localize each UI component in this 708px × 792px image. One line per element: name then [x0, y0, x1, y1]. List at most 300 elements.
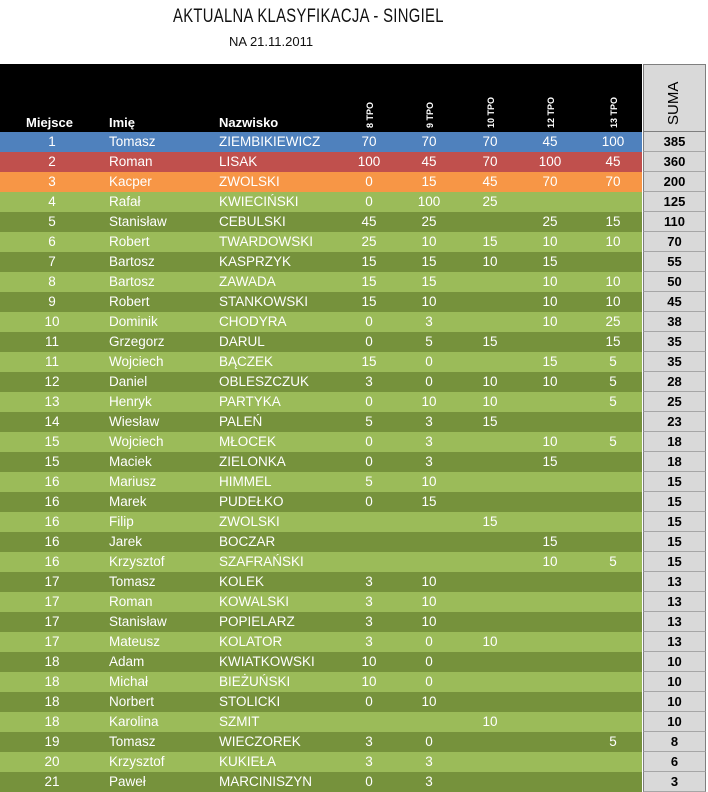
cell-last-name: KASPRZYK [219, 254, 292, 269]
header-place: Miejsce [26, 115, 73, 130]
cell-first-name: Dominik [109, 314, 158, 329]
cell-points-t4: 45 [542, 134, 558, 149]
header-tournament-12: 12 TPO [546, 96, 556, 128]
cell-points-t1: 15 [361, 354, 377, 369]
cell-place: 14 [44, 414, 60, 429]
cell-points-t5 [593, 692, 633, 712]
cell-place: 9 [48, 294, 56, 309]
cell-points-t5: 100 [601, 134, 625, 149]
cell-sum: 13 [643, 572, 706, 592]
cell-points-t5 [593, 412, 633, 432]
cell-points-t4: 15 [542, 354, 558, 369]
cell-points-t2: 0 [425, 354, 433, 369]
cell-points-t4: 10 [542, 554, 558, 569]
cell-points-t4 [530, 632, 570, 652]
cell-points-t5 [593, 252, 633, 272]
cell-first-name: Roman [109, 154, 153, 169]
cell-place: 18 [44, 714, 60, 729]
cell-points-t1 [349, 712, 389, 732]
cell-points-t5: 25 [605, 314, 621, 329]
cell-place: 18 [44, 694, 60, 709]
cell-points-t3: 15 [482, 234, 498, 249]
cell-points-t1: 25 [361, 234, 377, 249]
cell-points-t2: 10 [421, 234, 437, 249]
cell-first-name: Bartosz [109, 274, 155, 289]
cell-place: 8 [48, 274, 56, 289]
cell-points-t5 [593, 612, 633, 632]
cell-points-t1: 10 [361, 654, 377, 669]
cell-points-t5: 70 [605, 174, 621, 189]
cell-points-t1: 0 [365, 314, 373, 329]
cell-first-name: Filip [109, 514, 134, 529]
cell-place: 5 [48, 214, 56, 229]
cell-points-t5 [593, 772, 633, 792]
table-row [0, 132, 708, 152]
cell-points-t2: 3 [425, 754, 433, 769]
cell-points-t1: 0 [365, 394, 373, 409]
table-row [0, 472, 708, 492]
cell-points-t3 [470, 772, 510, 792]
cell-points-t4 [530, 692, 570, 712]
cell-points-t3: 10 [482, 254, 498, 269]
cell-last-name: TWARDOWSKI [219, 234, 313, 249]
cell-points-t3: 10 [482, 374, 498, 389]
cell-first-name: Adam [109, 654, 145, 669]
cell-points-t4 [530, 612, 570, 632]
cell-last-name: ZIELONKA [219, 454, 286, 469]
cell-last-name: KOWALSKI [219, 594, 290, 609]
table-row [0, 372, 708, 392]
cell-points-t2: 100 [417, 194, 441, 209]
table-row [0, 452, 708, 472]
cell-place: 15 [44, 434, 60, 449]
table-row [0, 152, 708, 172]
table-row [0, 392, 708, 412]
cell-points-t2: 70 [421, 134, 437, 149]
cell-points-t1: 45 [361, 214, 377, 229]
cell-place: 21 [44, 774, 60, 789]
cell-points-t5: 10 [605, 294, 621, 309]
cell-sum: 35 [643, 352, 706, 372]
cell-points-t2 [409, 512, 449, 532]
cell-place: 19 [44, 734, 60, 749]
cell-sum: 70 [643, 232, 706, 252]
cell-last-name: KUKIEŁA [219, 754, 277, 769]
cell-points-t1: 5 [365, 414, 373, 429]
cell-points-t1: 0 [365, 434, 373, 449]
cell-last-name: WIECZOREK [219, 734, 301, 749]
table-row [0, 572, 708, 592]
cell-place: 10 [44, 314, 60, 329]
cell-sum: 10 [643, 712, 706, 732]
cell-first-name: Henryk [109, 394, 152, 409]
cell-points-t2: 10 [421, 594, 437, 609]
cell-points-t1 [349, 532, 389, 552]
cell-points-t1: 0 [365, 494, 373, 509]
cell-points-t5 [593, 452, 633, 472]
cell-points-t3 [470, 272, 510, 292]
cell-points-t4 [530, 472, 570, 492]
cell-last-name: CHODYRA [219, 314, 287, 329]
cell-points-t1: 3 [365, 594, 373, 609]
cell-points-t4: 15 [542, 254, 558, 269]
cell-points-t3 [470, 452, 510, 472]
cell-points-t4: 10 [542, 314, 558, 329]
cell-last-name: KWIECIŃSKI [219, 194, 299, 209]
cell-points-t2: 10 [421, 294, 437, 309]
cell-first-name: Karolina [109, 714, 159, 729]
cell-points-t4 [530, 492, 570, 512]
cell-last-name: OBLESZCZUK [219, 374, 310, 389]
cell-points-t5 [593, 652, 633, 672]
cell-points-t2 [409, 712, 449, 732]
cell-sum: 45 [643, 292, 706, 312]
cell-points-t2: 15 [421, 254, 437, 269]
cell-points-t2: 3 [425, 774, 433, 789]
cell-points-t5: 10 [605, 274, 621, 289]
header-tournament-13: 13 TPO [609, 96, 619, 128]
cell-points-t3: 10 [482, 394, 498, 409]
cell-sum: 50 [643, 272, 706, 292]
cell-points-t1: 0 [365, 334, 373, 349]
cell-points-t1: 0 [365, 774, 373, 789]
cell-last-name: STOLICKI [219, 694, 281, 709]
cell-points-t5 [593, 532, 633, 552]
cell-first-name: Maciek [109, 454, 152, 469]
cell-first-name: Robert [109, 294, 150, 309]
cell-points-t3 [470, 732, 510, 752]
cell-points-t3 [470, 492, 510, 512]
cell-last-name: BIEŻUŃSKI [219, 674, 291, 689]
cell-points-t2: 10 [421, 614, 437, 629]
cell-points-t4 [530, 512, 570, 532]
cell-points-t4: 10 [542, 294, 558, 309]
cell-sum: 23 [643, 412, 706, 432]
cell-points-t4 [530, 332, 570, 352]
cell-points-t4 [530, 772, 570, 792]
cell-place: 16 [44, 534, 60, 549]
cell-first-name: Stanisław [109, 214, 167, 229]
cell-sum: 8 [643, 732, 706, 752]
cell-points-t1: 3 [365, 374, 373, 389]
cell-sum: 15 [643, 512, 706, 532]
cell-sum: 18 [643, 432, 706, 452]
header-tournament-10: 10 TPO [486, 96, 496, 128]
cell-place: 3 [48, 174, 56, 189]
cell-points-t5 [593, 492, 633, 512]
cell-sum: 55 [643, 252, 706, 272]
cell-last-name: STANKOWSKI [219, 294, 309, 309]
cell-points-t2: 0 [425, 634, 433, 649]
cell-place: 4 [48, 194, 56, 209]
cell-sum: 125 [643, 192, 706, 212]
cell-place: 13 [44, 394, 60, 409]
cell-points-t4 [530, 652, 570, 672]
table-row [0, 172, 708, 192]
cell-points-t3: 15 [482, 514, 498, 529]
cell-sum: 25 [643, 392, 706, 412]
cell-sum: 13 [643, 632, 706, 652]
cell-points-t1: 15 [361, 294, 377, 309]
cell-place: 16 [44, 474, 60, 489]
cell-points-t5 [593, 572, 633, 592]
cell-points-t3 [470, 612, 510, 632]
cell-first-name: Daniel [109, 374, 148, 389]
cell-points-t1: 0 [365, 694, 373, 709]
cell-points-t4: 10 [542, 274, 558, 289]
table-row [0, 272, 708, 292]
cell-sum: 13 [643, 592, 706, 612]
cell-last-name: ZWOLSKI [219, 174, 280, 189]
cell-first-name: Mateusz [109, 634, 161, 649]
cell-first-name: Marek [109, 494, 147, 509]
cell-points-t3: 15 [482, 414, 498, 429]
table-row [0, 212, 708, 232]
cell-points-t3 [470, 472, 510, 492]
cell-points-t2: 25 [421, 214, 437, 229]
cell-points-t2: 10 [421, 474, 437, 489]
table-row [0, 192, 708, 212]
cell-place: 16 [44, 514, 60, 529]
cell-place: 17 [44, 614, 60, 629]
cell-first-name: Grzegorz [109, 334, 165, 349]
table-row [0, 612, 708, 632]
cell-place: 18 [44, 654, 60, 669]
cell-place: 6 [48, 234, 56, 249]
page-title: AKTUALNA KLASYFIKACJA - SINGIEL [173, 6, 444, 27]
cell-sum: 10 [643, 692, 706, 712]
cell-points-t5: 5 [609, 374, 617, 389]
cell-points-t1: 70 [361, 134, 377, 149]
cell-points-t2: 10 [421, 694, 437, 709]
table-row [0, 512, 708, 532]
cell-first-name: Roman [109, 594, 153, 609]
cell-place: 16 [44, 494, 60, 509]
table-row [0, 292, 708, 312]
cell-last-name: ZIEMBIKIEWICZ [219, 134, 321, 149]
cell-last-name: PALEŃ [219, 414, 263, 429]
cell-points-t2: 0 [425, 374, 433, 389]
page-subtitle: NA 21.11.2011 [229, 34, 314, 49]
cell-points-t4: 25 [542, 214, 558, 229]
cell-points-t2: 0 [425, 674, 433, 689]
cell-points-t1: 10 [361, 674, 377, 689]
cell-last-name: KWIATKOWSKI [219, 654, 315, 669]
cell-points-t3 [470, 532, 510, 552]
cell-points-t4: 10 [542, 234, 558, 249]
cell-points-t3 [470, 432, 510, 452]
cell-points-t3 [470, 312, 510, 332]
cell-points-t4 [530, 752, 570, 772]
cell-points-t4 [530, 192, 570, 212]
cell-sum: 360 [643, 152, 706, 172]
cell-points-t3: 10 [482, 634, 498, 649]
cell-sum: 6 [643, 752, 706, 772]
cell-points-t5: 5 [609, 734, 617, 749]
table-row [0, 312, 708, 332]
cell-place: 11 [44, 354, 59, 369]
cell-points-t2: 3 [425, 454, 433, 469]
cell-sum: 10 [643, 672, 706, 692]
cell-points-t2: 0 [425, 734, 433, 749]
cell-points-t5 [593, 512, 633, 532]
cell-place: 17 [44, 574, 60, 589]
table-row [0, 552, 708, 572]
header-sum: SUMA [643, 64, 706, 132]
cell-points-t3: 45 [482, 174, 498, 189]
cell-points-t2: 3 [425, 434, 433, 449]
cell-last-name: HIMMEL [219, 474, 272, 489]
cell-place: 20 [44, 754, 60, 769]
cell-points-t2 [409, 552, 449, 572]
ranking-table [0, 132, 708, 792]
cell-sum: 18 [643, 452, 706, 472]
cell-points-t4 [530, 732, 570, 752]
cell-points-t3 [470, 752, 510, 772]
cell-first-name: Tomasz [109, 134, 156, 149]
cell-points-t1: 100 [357, 154, 381, 169]
cell-points-t5: 15 [605, 334, 621, 349]
cell-last-name: LISAK [219, 154, 258, 169]
cell-points-t1: 0 [365, 454, 373, 469]
cell-first-name: Michał [109, 674, 149, 689]
cell-sum: 10 [643, 652, 706, 672]
cell-first-name: Mariusz [109, 474, 157, 489]
cell-points-t3: 15 [482, 334, 498, 349]
cell-first-name: Paweł [109, 774, 146, 789]
cell-last-name: DARUL [219, 334, 265, 349]
cell-first-name: Wojciech [109, 434, 164, 449]
cell-sum: 15 [643, 532, 706, 552]
cell-first-name: Krzysztof [109, 754, 165, 769]
cell-last-name: ZAWADA [219, 274, 276, 289]
cell-points-t2: 3 [425, 314, 433, 329]
cell-sum: 35 [643, 332, 706, 352]
table-row [0, 492, 708, 512]
cell-points-t2: 15 [421, 494, 437, 509]
table-row [0, 632, 708, 652]
cell-last-name: MŁOCEK [219, 434, 277, 449]
cell-points-t1: 3 [365, 754, 373, 769]
header-first-name: Imię [109, 115, 136, 130]
table-header [0, 64, 642, 132]
cell-last-name: PUDEŁKO [219, 494, 284, 509]
cell-points-t1: 3 [365, 574, 373, 589]
cell-points-t4 [530, 392, 570, 412]
cell-place: 2 [48, 154, 56, 169]
cell-first-name: Kacper [109, 174, 152, 189]
cell-points-t5 [593, 592, 633, 612]
cell-last-name: KOLEK [219, 574, 265, 589]
table-row [0, 252, 708, 272]
header-tournament-8: 8 TPO [365, 101, 375, 128]
cell-points-t5: 5 [609, 434, 617, 449]
cell-place: 18 [44, 674, 60, 689]
cell-last-name: BOCZAR [219, 534, 276, 549]
cell-last-name: POPIELARZ [219, 614, 295, 629]
header-tournament-9: 9 TPO [425, 101, 435, 128]
cell-points-t5 [593, 712, 633, 732]
cell-points-t5 [593, 192, 633, 212]
cell-points-t2: 10 [421, 394, 437, 409]
cell-first-name: Tomasz [109, 734, 156, 749]
cell-points-t3: 70 [482, 154, 498, 169]
cell-points-t3 [470, 672, 510, 692]
cell-points-t5: 5 [609, 354, 617, 369]
table-row [0, 532, 708, 552]
cell-points-t1: 0 [365, 174, 373, 189]
cell-points-t4: 100 [538, 154, 562, 169]
cell-points-t1: 3 [365, 734, 373, 749]
cell-first-name: Stanisław [109, 614, 167, 629]
cell-last-name: ZWOLSKI [219, 514, 280, 529]
cell-points-t3: 70 [482, 134, 498, 149]
cell-points-t5: 5 [609, 554, 617, 569]
cell-place: 16 [44, 554, 60, 569]
cell-last-name: SZAFRAŃSKI [219, 554, 304, 569]
cell-sum: 28 [643, 372, 706, 392]
cell-place: 17 [44, 594, 60, 609]
cell-first-name: Krzysztof [109, 554, 165, 569]
cell-points-t4 [530, 672, 570, 692]
cell-place: 1 [48, 134, 56, 149]
cell-first-name: Rafał [109, 194, 141, 209]
cell-points-t4: 70 [542, 174, 558, 189]
table-row [0, 332, 708, 352]
cell-points-t3 [470, 292, 510, 312]
cell-points-t1: 3 [365, 634, 373, 649]
cell-sum: 385 [643, 132, 706, 152]
table-row [0, 712, 708, 732]
cell-last-name: PARTYKA [219, 394, 281, 409]
cell-sum: 15 [643, 552, 706, 572]
cell-points-t1: 15 [361, 254, 377, 269]
table-row [0, 232, 708, 252]
cell-points-t5 [593, 672, 633, 692]
cell-points-t3: 25 [482, 194, 498, 209]
cell-points-t3 [470, 352, 510, 372]
table-row [0, 412, 708, 432]
cell-points-t3 [470, 692, 510, 712]
table-row [0, 752, 708, 772]
cell-sum: 15 [643, 472, 706, 492]
cell-points-t4 [530, 592, 570, 612]
cell-first-name: Wiesław [109, 414, 160, 429]
cell-points-t5: 15 [605, 214, 621, 229]
cell-place: 17 [44, 634, 60, 649]
cell-sum: 15 [643, 492, 706, 512]
table-row [0, 772, 708, 792]
cell-points-t4 [530, 412, 570, 432]
cell-points-t4: 10 [542, 374, 558, 389]
cell-points-t4: 10 [542, 434, 558, 449]
cell-points-t5: 45 [605, 154, 621, 169]
cell-points-t1 [349, 512, 389, 532]
cell-last-name: KOLATOR [219, 634, 283, 649]
cell-points-t4 [530, 572, 570, 592]
cell-sum: 110 [643, 212, 706, 232]
cell-first-name: Robert [109, 234, 150, 249]
table-row [0, 352, 708, 372]
cell-sum: 200 [643, 172, 706, 192]
cell-last-name: SZMIT [219, 714, 260, 729]
cell-points-t1: 5 [365, 474, 373, 489]
cell-points-t2: 0 [425, 654, 433, 669]
cell-last-name: CEBULSKI [219, 214, 286, 229]
cell-last-name: MARCINISZYN [219, 774, 313, 789]
cell-points-t2: 10 [421, 574, 437, 589]
cell-points-t3 [470, 552, 510, 572]
